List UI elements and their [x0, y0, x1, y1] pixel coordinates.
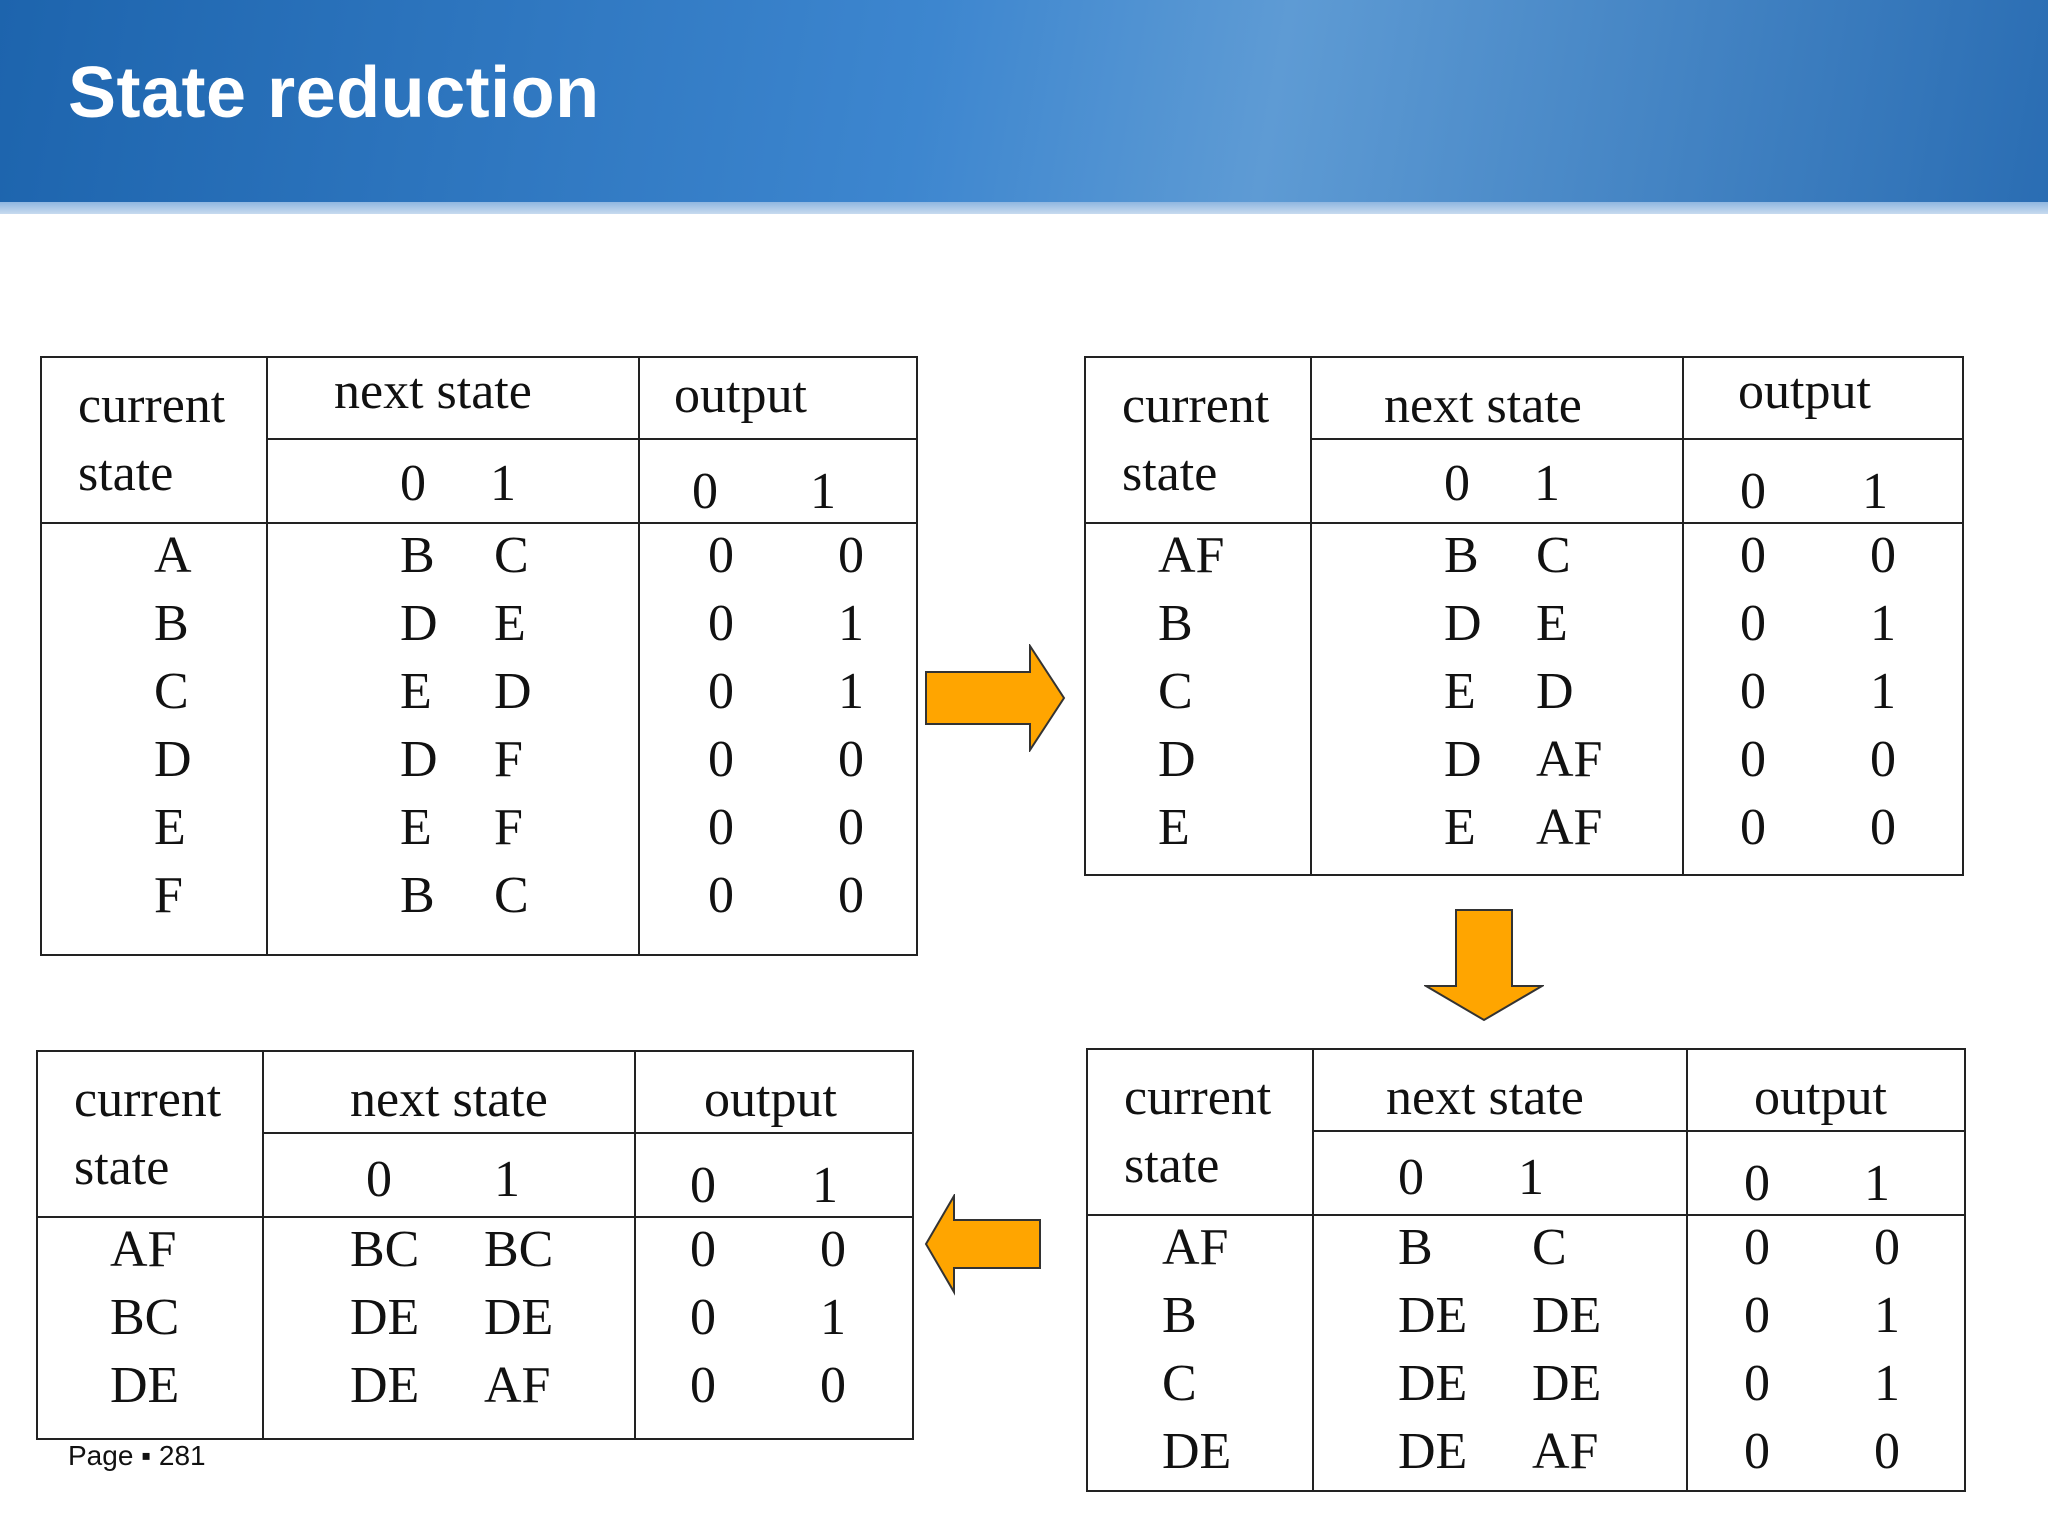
header-rule	[38, 1216, 912, 1218]
next-state-0-cell: E	[400, 799, 432, 856]
current-state-cell: B	[1162, 1287, 1197, 1344]
current-state-cell: DE	[1162, 1423, 1232, 1480]
arrow-down-icon	[1424, 908, 1544, 1022]
header-input-1: 1	[494, 1151, 520, 1208]
header-rule	[1088, 1214, 1964, 1216]
banner-stripe	[0, 202, 2048, 214]
header-next-state: next state	[350, 1071, 548, 1128]
header-rule	[1086, 522, 1962, 524]
output-1-cell: 1	[820, 1289, 846, 1346]
header-rule	[42, 522, 916, 524]
page-number: Page ▪ 281	[68, 1440, 206, 1471]
header-input-1: 1	[490, 455, 516, 512]
current-state-cell: E	[154, 799, 186, 856]
header-next-state: next state	[1384, 377, 1582, 434]
arrow-left-icon	[924, 1194, 1042, 1296]
output-1-cell: 0	[1870, 799, 1896, 856]
next-state-1-cell: D	[1536, 663, 1574, 720]
output-1-cell: 0	[1874, 1219, 1900, 1276]
output-1-cell: 1	[838, 595, 864, 652]
output-0-cell: 0	[1744, 1287, 1770, 1344]
next-state-0-cell: BC	[350, 1221, 420, 1278]
next-state-1-cell: D	[494, 663, 532, 720]
header-output-input-1: 1	[810, 463, 836, 520]
header-input-1: 1	[1534, 455, 1560, 512]
header-next-state: next state	[1386, 1069, 1584, 1126]
next-state-1-cell: DE	[484, 1289, 554, 1346]
output-0-cell: 0	[708, 527, 734, 584]
current-state-cell: D	[1158, 731, 1196, 788]
header-output-input-0: 0	[692, 463, 718, 520]
output-0-cell: 0	[1744, 1219, 1770, 1276]
arrow-down-shape	[1426, 910, 1542, 1020]
next-state-1-cell: BC	[484, 1221, 554, 1278]
arrow-left-shape	[926, 1196, 1040, 1292]
header-state: state	[78, 445, 174, 502]
column-divider	[1686, 1050, 1688, 1490]
current-state-cell: DE	[110, 1357, 180, 1414]
next-state-0-cell: E	[1444, 799, 1476, 856]
header-current: current	[1124, 1069, 1272, 1126]
output-0-cell: 0	[708, 595, 734, 652]
next-state-0-cell: DE	[1398, 1423, 1468, 1480]
header-output-input-0: 0	[690, 1157, 716, 1214]
header-state: state	[74, 1139, 170, 1196]
output-1-cell: 0	[838, 867, 864, 924]
next-state-1-cell: C	[494, 527, 529, 584]
next-state-0-cell: D	[1444, 731, 1482, 788]
output-0-cell: 0	[1740, 595, 1766, 652]
output-0-cell: 0	[1740, 527, 1766, 584]
arrow-right-icon	[924, 644, 1066, 752]
output-1-cell: 0	[838, 527, 864, 584]
output-1-cell: 1	[1870, 595, 1896, 652]
next-state-1-cell: E	[1536, 595, 1568, 652]
column-divider	[638, 358, 640, 954]
next-state-1-cell: AF	[1532, 1423, 1599, 1480]
next-state-0-cell: DE	[1398, 1287, 1468, 1344]
header-input-0: 0	[1398, 1149, 1424, 1206]
output-1-cell: 0	[1870, 731, 1896, 788]
current-state-cell: B	[1158, 595, 1193, 652]
next-state-1-cell: F	[494, 731, 523, 788]
next-state-1-cell: DE	[1532, 1355, 1602, 1412]
header-input-0: 0	[1444, 455, 1470, 512]
next-state-0-cell: D	[400, 595, 438, 652]
current-state-cell: C	[154, 663, 189, 720]
next-state-0-cell: E	[1444, 663, 1476, 720]
current-state-cell: B	[154, 595, 189, 652]
output-1-cell: 0	[1874, 1423, 1900, 1480]
column-divider	[266, 358, 268, 954]
output-0-cell: 0	[708, 799, 734, 856]
next-state-0-cell: B	[1444, 527, 1479, 584]
current-state-cell: AF	[1162, 1219, 1229, 1276]
header-state: state	[1124, 1137, 1220, 1194]
output-1-cell: 0	[820, 1357, 846, 1414]
current-state-cell: F	[154, 867, 183, 924]
next-state-1-cell: DE	[1532, 1287, 1602, 1344]
header-rule	[1312, 1130, 1964, 1132]
header-rule	[1310, 438, 1962, 440]
header-output: output	[674, 367, 807, 424]
next-state-1-cell: C	[1532, 1219, 1567, 1276]
header-output: output	[1738, 363, 1871, 420]
next-state-1-cell: E	[494, 595, 526, 652]
current-state-cell: C	[1158, 663, 1193, 720]
header-current: current	[74, 1071, 222, 1128]
output-1-cell: 1	[1874, 1287, 1900, 1344]
output-0-cell: 0	[1740, 663, 1766, 720]
header-current: current	[1122, 377, 1270, 434]
current-state-cell: AF	[110, 1221, 177, 1278]
next-state-0-cell: DE	[350, 1357, 420, 1414]
output-0-cell: 0	[690, 1289, 716, 1346]
current-state-cell: E	[1158, 799, 1190, 856]
column-divider	[1310, 358, 1312, 874]
current-state-cell: D	[154, 731, 192, 788]
header-input-0: 0	[400, 455, 426, 512]
output-0-cell: 0	[708, 731, 734, 788]
header-input-0: 0	[366, 1151, 392, 1208]
next-state-0-cell: DE	[350, 1289, 420, 1346]
header-output-input-1: 1	[1864, 1155, 1890, 1212]
next-state-1-cell: C	[1536, 527, 1571, 584]
next-state-1-cell: AF	[1536, 731, 1603, 788]
next-state-0-cell: DE	[1398, 1355, 1468, 1412]
next-state-0-cell: E	[400, 663, 432, 720]
header-output-input-1: 1	[812, 1157, 838, 1214]
arrow-right-shape	[926, 646, 1064, 750]
state-table-4	[36, 1050, 914, 1440]
output-0-cell: 0	[1740, 799, 1766, 856]
next-state-0-cell: D	[1444, 595, 1482, 652]
next-state-1-cell: C	[494, 867, 529, 924]
current-state-cell: BC	[110, 1289, 180, 1346]
state-table-2	[1084, 356, 1964, 876]
output-0-cell: 0	[690, 1357, 716, 1414]
output-0-cell: 0	[690, 1221, 716, 1278]
output-1-cell: 0	[1870, 527, 1896, 584]
header-rule	[262, 1132, 912, 1134]
output-1-cell: 1	[1870, 663, 1896, 720]
current-state-cell: AF	[1158, 527, 1225, 584]
output-1-cell: 0	[820, 1221, 846, 1278]
output-0-cell: 0	[1744, 1355, 1770, 1412]
output-1-cell: 0	[838, 799, 864, 856]
next-state-0-cell: B	[400, 527, 435, 584]
header-output: output	[1754, 1069, 1887, 1126]
output-1-cell: 0	[838, 731, 864, 788]
next-state-0-cell: B	[1398, 1219, 1433, 1276]
output-0-cell: 0	[1744, 1423, 1770, 1480]
header-output: output	[704, 1071, 837, 1128]
header-state: state	[1122, 445, 1218, 502]
next-state-1-cell: F	[494, 799, 523, 856]
header-output-input-1: 1	[1862, 463, 1888, 520]
output-0-cell: 0	[708, 867, 734, 924]
next-state-1-cell: AF	[1536, 799, 1603, 856]
next-state-0-cell: B	[400, 867, 435, 924]
current-state-cell: A	[154, 527, 192, 584]
header-next-state: next state	[334, 363, 532, 420]
output-1-cell: 1	[1874, 1355, 1900, 1412]
header-output-input-0: 0	[1740, 463, 1766, 520]
state-table-1	[40, 356, 918, 956]
header-output-input-0: 0	[1744, 1155, 1770, 1212]
output-0-cell: 0	[708, 663, 734, 720]
current-state-cell: C	[1162, 1355, 1197, 1412]
output-1-cell: 1	[838, 663, 864, 720]
next-state-1-cell: AF	[484, 1357, 551, 1414]
slide-title: State reduction	[68, 53, 600, 133]
column-divider	[1312, 1050, 1314, 1490]
column-divider	[262, 1052, 264, 1438]
header-current: current	[78, 377, 226, 434]
state-table-3	[1086, 1048, 1966, 1492]
column-divider	[1682, 358, 1684, 874]
column-divider	[634, 1052, 636, 1438]
header-rule	[266, 438, 916, 440]
next-state-0-cell: D	[400, 731, 438, 788]
output-0-cell: 0	[1740, 731, 1766, 788]
header-input-1: 1	[1518, 1149, 1544, 1206]
